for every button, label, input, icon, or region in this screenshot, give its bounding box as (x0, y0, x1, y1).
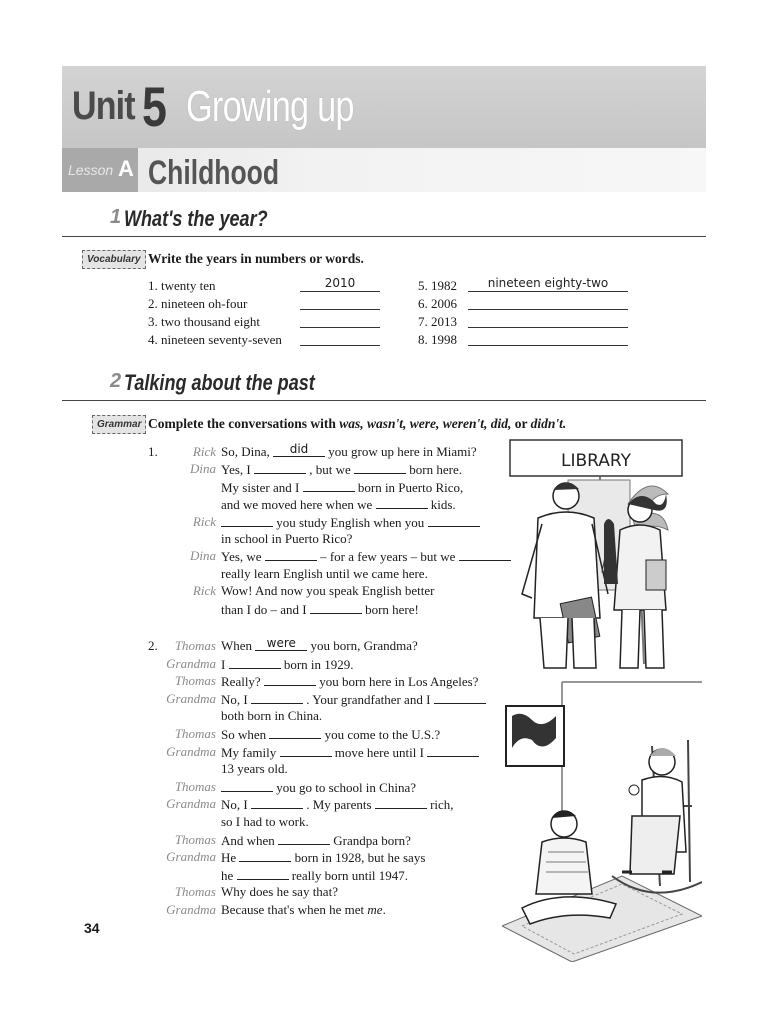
fill-in-blank[interactable] (251, 691, 303, 704)
dialogue-line (221, 444, 477, 460)
section-heading-past (62, 370, 706, 401)
vocabulary-item-label: 3. two thousand eight (148, 314, 260, 329)
fill-in-blank[interactable] (239, 849, 291, 862)
speaker-name: Thomas (174, 638, 216, 653)
speaker-name: Grandma (166, 796, 216, 812)
fill-in-blank[interactable] (280, 744, 332, 757)
speaker-name: Thomas (174, 778, 216, 794)
grandma-illustration (502, 676, 702, 962)
dialogue-line (221, 461, 462, 478)
vocabulary-item-label: 6. 2006 (418, 296, 457, 311)
answer-line[interactable] (300, 327, 380, 328)
dialogue-text: really born until 1947. (288, 867, 409, 883)
unit-number: 5 (142, 75, 167, 138)
dialogue-line (221, 796, 454, 813)
dialogue-text: Because that's when he met (221, 902, 368, 917)
dialogue-text: – for a few years – but we (316, 549, 459, 565)
answer-line[interactable] (300, 291, 380, 292)
answer-line[interactable] (468, 327, 628, 328)
dialogue-text: really learn English until we came here. (221, 565, 428, 581)
dialogue-text: you born here in Los Angeles? (315, 674, 479, 690)
vocabulary-tag: Vocabulary (82, 250, 146, 269)
dialogue-text: you come to the U.S.? (321, 727, 441, 742)
dialogue-line (221, 744, 479, 761)
dialogue-text: Wow! And now you speak English better (221, 583, 435, 599)
dialogue-line (221, 761, 288, 777)
fill-in-blank[interactable] (251, 796, 303, 809)
section-title: What's the year? (124, 206, 268, 231)
fill-in-blank[interactable] (375, 796, 427, 809)
speaker-name: Rick (192, 444, 216, 459)
vocabulary-item-label: 1. twenty ten (148, 278, 216, 293)
section-number: 1 (110, 206, 122, 228)
dialogue-line (221, 832, 411, 849)
fill-in-blank[interactable] (434, 691, 486, 704)
dialogue-line (221, 479, 463, 496)
dialogue-text: he (221, 867, 237, 883)
handwritten-answer: 2010 (324, 276, 356, 290)
dialogue-text: you go to school in China? (273, 779, 416, 795)
fill-in-blank[interactable] (376, 496, 428, 509)
dialogue-text: kids. (427, 497, 456, 513)
dialogue-text: My family (221, 744, 280, 760)
dialogue-text: 13 years old. (221, 761, 288, 777)
lesson-label: Lesson (68, 162, 114, 178)
dialogue-line (221, 566, 428, 582)
fill-in-blank[interactable] (264, 673, 316, 686)
dialogue-text: No, I (221, 797, 251, 813)
answer-line[interactable] (300, 345, 380, 346)
lesson-letter: A (118, 156, 134, 181)
dialogue-line (221, 548, 511, 565)
dialogue-text: , but we (306, 462, 355, 478)
fill-in-blank[interactable] (221, 779, 273, 792)
dialogue-text: He (221, 850, 240, 866)
fill-in-blank[interactable] (255, 638, 307, 651)
fill-in-blank[interactable] (269, 726, 321, 739)
workbook-page (62, 66, 706, 958)
dialogue-text: you grow up here in Miami? (325, 444, 477, 459)
handwritten-answer: nineteen eighty-two (487, 276, 609, 290)
dialogue-text: Grandpa born? (330, 832, 411, 848)
section-number: 2 (110, 370, 122, 392)
answer-line[interactable] (468, 291, 628, 292)
vocabulary-item-label: 2. nineteen oh-four (148, 296, 248, 311)
dialogue-line (221, 601, 419, 618)
instruction-or: or (511, 416, 531, 431)
instruction-words: was, wasn't, were, weren't, did, (339, 416, 512, 431)
fill-in-blank[interactable] (354, 461, 406, 474)
dialogue-text: No, I (221, 691, 251, 707)
dialogue-text: Why does he say that? (221, 884, 338, 900)
dialogue-text: born here! (361, 601, 419, 617)
dialogue-line (221, 673, 478, 690)
fill-in-blank[interactable] (237, 867, 289, 880)
vocabulary-item-label: 7. 2013 (418, 314, 457, 329)
fill-in-blank[interactable] (428, 514, 480, 527)
unit-label: Unit (72, 84, 135, 128)
speaker-name: Rick (192, 513, 216, 529)
speaker-name: Thomas (174, 726, 216, 741)
dialogue-text: born in 1929. (280, 656, 354, 672)
dialogue-line (221, 726, 440, 743)
instruction-prefix: Complete the conversations with (148, 416, 340, 431)
emphasis-text: me (367, 902, 383, 917)
answer-line[interactable] (468, 309, 628, 310)
dialogue-line (221, 691, 486, 708)
section-heading-years (62, 206, 706, 237)
speaker-name: Grandma (166, 690, 216, 706)
dialogue-text: both born in China. (221, 708, 323, 724)
dialogue-text: Really? (221, 674, 264, 690)
dialogue-text: And when (221, 832, 279, 848)
dialogue-text: born here. (406, 462, 462, 478)
dialogue-line (221, 867, 408, 884)
dialogue-text: So when (221, 727, 270, 742)
fill-in-blank[interactable] (459, 548, 511, 561)
speaker-name: Thomas (174, 673, 216, 689)
fill-in-blank[interactable] (254, 461, 306, 474)
speaker-name: Dina (190, 548, 216, 564)
dialogue-text: born in 1928, but he says (291, 850, 426, 866)
unit-header (62, 66, 706, 148)
lesson-header (62, 148, 706, 192)
dialogue-text: and we moved here when we (221, 497, 376, 513)
speaker-name: Grandma (166, 743, 216, 759)
dialogue-text: you born, Grandma? (307, 638, 418, 653)
dialogue-text: move here until I (331, 744, 428, 760)
dialogue-line (221, 849, 425, 866)
conversation-number: 1. (148, 444, 158, 459)
section-title: Talking about the past (124, 370, 315, 395)
dialogue-text: Yes, I (221, 462, 254, 478)
speaker-name: Thomas (174, 831, 216, 847)
dialogue-text: . (382, 902, 386, 917)
dialogue-line (221, 638, 418, 654)
dialogue-line (221, 514, 480, 531)
dialogue-text: . Your grandfather and I (302, 691, 434, 707)
fill-in-blank[interactable] (278, 832, 330, 845)
instruction-last: didn't. (530, 416, 567, 431)
speaker-name: Thomas (174, 884, 216, 900)
dialogue-line (221, 884, 338, 900)
dialogue-text: rich, (426, 797, 454, 813)
dialogue-line (221, 814, 309, 830)
grammar-instruction (148, 416, 566, 432)
speaker-name: Grandma (166, 902, 216, 917)
dialogue-text: When (221, 638, 256, 653)
fill-in-blank[interactable] (221, 514, 273, 527)
speaker-name: Dina (190, 461, 216, 477)
page-number: 34 (84, 920, 100, 936)
vocabulary-item-label: 5. 1982 (418, 278, 457, 293)
library-illustration (508, 434, 684, 670)
dialogue-line (221, 902, 386, 918)
dialogue-text: Yes, we (221, 549, 265, 565)
dialogue-line (221, 708, 322, 724)
speaker-name: Grandma (166, 849, 216, 865)
dialogue-text: you study English when you (273, 514, 428, 530)
dialogue-text: I (221, 656, 229, 672)
dialogue-text: in school in Puerto Rico? (221, 531, 353, 546)
dialogue-text: born in Puerto Rico, (354, 479, 464, 495)
answer-line[interactable] (468, 345, 628, 346)
fill-in-blank[interactable] (310, 601, 362, 614)
lesson-tag (62, 148, 138, 192)
dialogue-line (221, 531, 352, 547)
library-sign: LIBRARY (560, 451, 632, 471)
handwritten-answer: were (266, 636, 296, 650)
fill-in-blank[interactable] (273, 444, 325, 457)
dialogue-text: My sister and I (221, 479, 303, 495)
speaker-name: Grandma (166, 655, 216, 671)
fill-in-blank[interactable] (303, 479, 355, 492)
speaker-name: Rick (192, 583, 216, 599)
fill-in-blank[interactable] (427, 744, 479, 757)
answer-line[interactable] (300, 309, 380, 310)
fill-in-blank[interactable] (265, 548, 317, 561)
grammar-tag: Grammar (92, 415, 146, 434)
conversation-number: 2. (148, 638, 158, 653)
vocabulary-item-label: 8. 1998 (418, 332, 457, 347)
dialogue-line (221, 583, 434, 599)
vocabulary-instruction: Write the years in numbers or words. (148, 251, 364, 266)
dialogue-text: than I do – and I (221, 601, 310, 617)
unit-title: Growing up (186, 82, 354, 131)
handwritten-answer: did (289, 442, 309, 456)
dialogue-text: So, Dina, (221, 444, 273, 459)
dialogue-text: so I had to work. (221, 814, 309, 829)
dialogue-line (221, 656, 354, 673)
dialogue-line (221, 779, 416, 796)
dialogue-text: . My parents (302, 797, 375, 813)
fill-in-blank[interactable] (229, 656, 281, 669)
lesson-title: Childhood (148, 154, 280, 192)
dialogue-line (221, 496, 456, 513)
vocabulary-item-label: 4. nineteen seventy-seven (148, 332, 282, 347)
